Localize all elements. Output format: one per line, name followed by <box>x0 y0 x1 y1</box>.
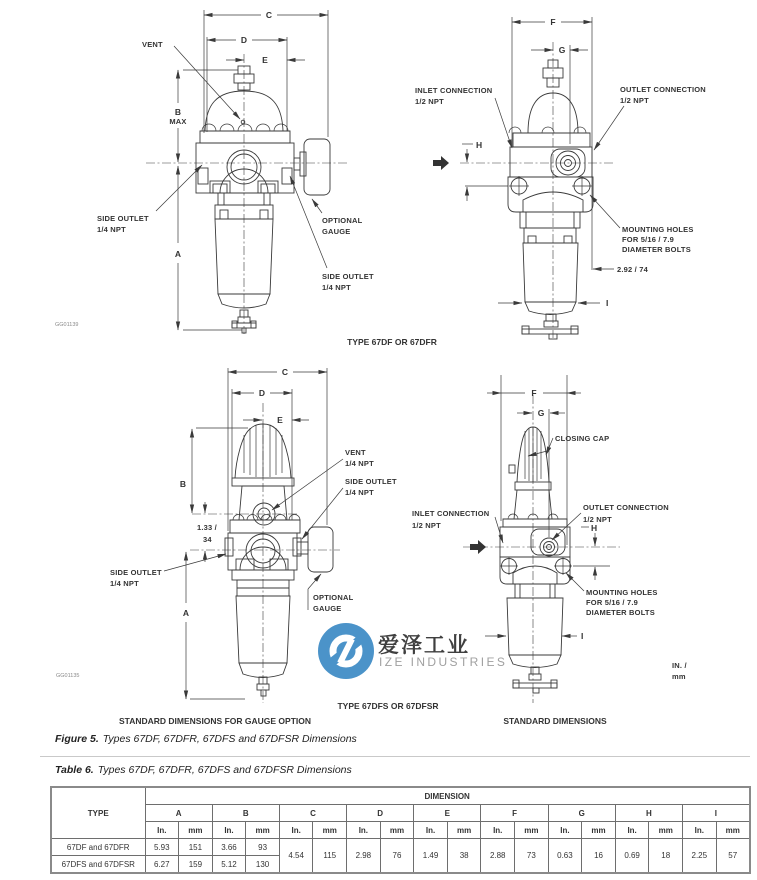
mounting-holes-label: MOUNTING HOLES <box>586 588 658 597</box>
cell-c-in: 4.54 <box>279 839 313 874</box>
drawing-67df-side <box>410 8 757 342</box>
dim-label-d: D <box>240 35 248 45</box>
mounting-holes-label2: FOR 5/16 / 7.9 <box>586 598 638 607</box>
drawing-code-gg01139: GG01139 <box>55 322 79 328</box>
unit-in: In. <box>212 822 246 839</box>
unit-in: In. <box>414 822 448 839</box>
dimensions-table <box>50 786 751 874</box>
cell-d-in: 2.98 <box>347 839 381 874</box>
col-header-e: E <box>414 805 481 822</box>
dim-label-h: H <box>476 140 483 150</box>
side-outlet-right-label: SIDE OUTLET <box>345 477 397 486</box>
dim-label-e: E <box>277 415 283 425</box>
inlet-connection-label: INLET CONNECTION <box>415 86 493 95</box>
side-outlet-right-label: SIDE OUTLET <box>322 272 374 281</box>
dim-label-f: F <box>531 388 537 398</box>
unit-mm: mm <box>447 822 481 839</box>
cell-g-in: 0.63 <box>548 839 582 874</box>
mounting-holes-label3: DIAMETER BOLTS <box>622 245 691 254</box>
cell-a-mm: 151 <box>179 839 213 856</box>
dim-label-i: I <box>606 298 609 308</box>
cell-a-in: 6.27 <box>145 856 179 874</box>
vent-label: VENT <box>142 40 163 49</box>
cell-b-mm: 93 <box>246 839 280 856</box>
dim-label-a: A <box>182 608 190 618</box>
dim-label-b-max: MAX <box>169 117 187 126</box>
unit-header-row <box>51 822 750 839</box>
unit-mm: mm <box>582 822 616 839</box>
unit-in: In. <box>145 822 179 839</box>
dim-label-c: C <box>265 10 273 20</box>
df-front-dimension-lines <box>146 10 348 334</box>
optional-gauge-label2: GAUGE <box>322 227 351 236</box>
cell-i-mm: 57 <box>716 839 750 874</box>
side-outlet-right-label2: 1/4 NPT <box>322 283 351 292</box>
drawing-67df-front <box>50 2 410 338</box>
col-header-a: A <box>145 805 212 822</box>
side-outlet-right-label2: 1/4 NPT <box>345 488 374 497</box>
cell-f-in: 2.88 <box>481 839 515 874</box>
cell-e-mm: 38 <box>447 839 481 874</box>
mounting-holes-label3: DIAMETER BOLTS <box>586 608 655 617</box>
closing-cap-label: CLOSING CAP <box>555 434 610 443</box>
table-caption-text: Types 67DF, 67DFR, 67DFS and 67DFSR Dimensions <box>97 764 352 776</box>
unit-mm: mm <box>649 822 683 839</box>
outlet-connection-label2: 1/2 NPT <box>620 96 649 105</box>
side-outlet-left-label2: 1/4 NPT <box>110 579 139 588</box>
outlet-connection-label: OUTLET CONNECTION <box>583 503 669 512</box>
outlet-connection-label2: 1/2 NPT <box>583 515 612 524</box>
inlet-connection-label2: 1/2 NPT <box>415 97 444 106</box>
dim-label-c: C <box>281 367 289 377</box>
caption-type-67dfs: TYPE 67DFS OR 67DFSR <box>337 701 439 711</box>
watermark-logo <box>316 621 376 681</box>
dfs-side-dimension-lines <box>463 375 620 703</box>
closing-cap-leader <box>546 438 553 455</box>
watermark-english-text: IZE INDUSTRIES <box>379 655 508 669</box>
cell-h-mm: 18 <box>649 839 683 874</box>
flow-direction-arrow <box>470 540 486 554</box>
unit-in: In. <box>683 822 717 839</box>
dim-label-g: G <box>537 408 545 418</box>
dim-label-d: D <box>258 388 266 398</box>
col-header-h: H <box>615 805 682 822</box>
side-outlet-left-label: SIDE OUTLET <box>110 568 162 577</box>
cell-g-mm: 16 <box>582 839 616 874</box>
df-side-dimension-lines <box>460 17 624 338</box>
unit-mm: mm <box>515 822 549 839</box>
side-outlet-left-label: SIDE OUTLET <box>97 214 149 223</box>
optional-gauge-label2: GAUGE <box>313 604 342 613</box>
dim-label-e: E <box>262 55 268 65</box>
col-header-dimension: DIMENSION <box>145 787 750 805</box>
unit-in: In. <box>347 822 381 839</box>
optional-gauge-label: OPTIONAL <box>313 593 354 602</box>
mounting-holes-label2: FOR 5/16 / 7.9 <box>622 235 674 244</box>
dim-label-i: I <box>581 631 584 641</box>
outlet-connection-label: OUTLET CONNECTION <box>620 85 706 94</box>
cell-a-mm: 159 <box>179 856 213 874</box>
unit-mm: mm <box>313 822 347 839</box>
col-header-b: B <box>212 805 279 822</box>
units-note-label2: mm <box>672 672 686 681</box>
col-header-f: F <box>481 805 548 822</box>
figure-caption-label: Figure 5. <box>55 733 99 745</box>
row-type-67dfs: 67DFS and 67DFSR <box>51 856 145 874</box>
cell-a-in: 5.93 <box>145 839 179 856</box>
cell-c-mm: 115 <box>313 839 347 874</box>
watermark-chinese-text: 爱泽工业 <box>378 634 470 657</box>
row-type-67df: 67DF and 67DFR <box>51 839 145 856</box>
inlet-connection-label: INLET CONNECTION <box>412 509 490 518</box>
figure-caption <box>55 733 357 745</box>
inlet-connection-label2: 1/2 NPT <box>412 521 441 530</box>
dim-label-f: F <box>550 17 556 27</box>
cell-d-mm: 76 <box>380 839 414 874</box>
flow-direction-arrow <box>433 156 449 170</box>
col-header-c: C <box>279 805 346 822</box>
optional-gauge-label: OPTIONAL <box>322 216 363 225</box>
vent-label2: 1/4 NPT <box>345 459 374 468</box>
dfs-side-device <box>500 427 572 693</box>
side-outlet-left-label2: 1/4 NPT <box>97 225 126 234</box>
table-caption <box>55 764 352 776</box>
mounting-holes-label: MOUNTING HOLES <box>622 225 694 234</box>
col-header-g: G <box>548 805 615 822</box>
figure-caption-text: Types 67DF, 67DFR, 67DFS and 67DFSR Dimensions <box>102 733 357 745</box>
cell-b-mm: 130 <box>246 856 280 874</box>
drawing-code-gg01135: GG01135 <box>56 673 80 679</box>
cell-b-in: 3.66 <box>212 839 246 856</box>
units-note-label: IN. / <box>672 661 687 670</box>
table-row <box>51 839 750 856</box>
cell-b-in: 5.12 <box>212 856 246 874</box>
offset-dim-label: 2.92 / 74 <box>617 265 648 274</box>
unit-mm: mm <box>246 822 280 839</box>
col-header-d: D <box>347 805 414 822</box>
cell-f-mm: 73 <box>515 839 549 874</box>
caption-standard-dimensions: STANDARD DIMENSIONS <box>503 716 607 726</box>
unit-mm: mm <box>380 822 414 839</box>
dim-label-g: G <box>558 45 566 55</box>
unit-in: In. <box>279 822 313 839</box>
vent-label: VENT <box>345 448 366 457</box>
unit-mm: mm <box>179 822 213 839</box>
caption-type-67df: TYPE 67DF OR 67DFR <box>347 337 437 347</box>
unit-in: In. <box>548 822 582 839</box>
unit-mm: mm <box>716 822 750 839</box>
df-side-device <box>508 60 593 339</box>
dim-label-a: A <box>174 249 182 259</box>
divider <box>40 756 750 757</box>
offset-dim-label: 1.33 / <box>197 523 217 532</box>
col-header-i: I <box>683 805 750 822</box>
cell-i-in: 2.25 <box>683 839 717 874</box>
offset-dim-label2: 34 <box>203 535 212 544</box>
dim-label-h: H <box>591 523 598 533</box>
cell-e-in: 1.49 <box>414 839 448 874</box>
unit-in: In. <box>615 822 649 839</box>
caption-gauge-option: STANDARD DIMENSIONS FOR GAUGE OPTION <box>118 716 312 726</box>
unit-in: In. <box>481 822 515 839</box>
col-header-type: TYPE <box>51 787 145 839</box>
df-front-device <box>196 66 330 333</box>
dim-label-b: B <box>179 479 187 489</box>
cell-h-in: 0.69 <box>615 839 649 874</box>
table-caption-label: Table 6. <box>55 764 94 776</box>
dim-label-b: B <box>174 107 182 117</box>
